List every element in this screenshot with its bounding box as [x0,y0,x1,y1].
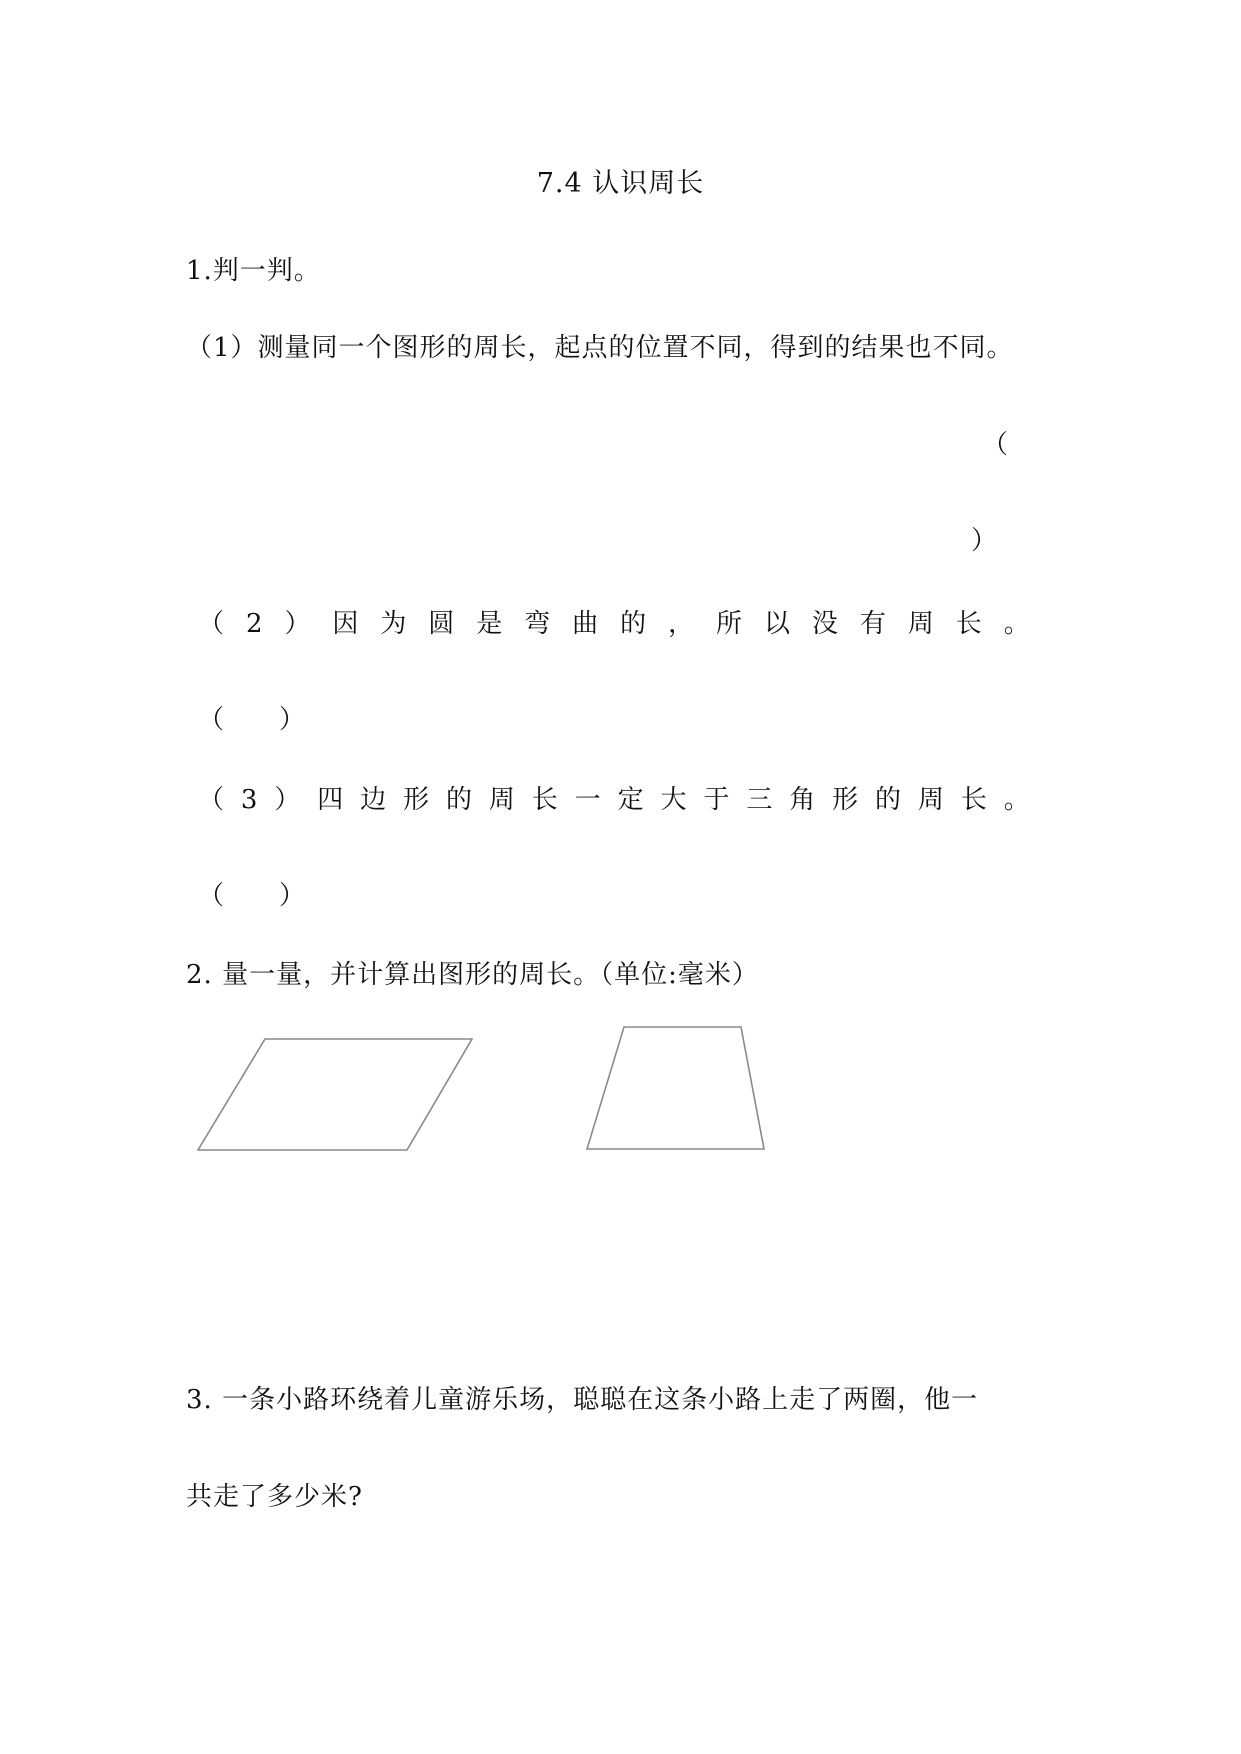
item-3-char: 形 [403,785,430,815]
item-3-char: 大 [660,785,687,815]
answer-blank-item-2[interactable]: （ ） [198,705,307,735]
item-2-char: 。 [1003,609,1030,639]
item-2-char: 因 [332,609,359,639]
question-3-line-2: 共走了多少米? [186,1482,363,1512]
item-3-char: 边 [360,785,387,815]
item-3-char: 周 [488,785,515,815]
item-2-char: 的 [620,609,647,639]
item-2-char: 曲 [572,609,599,639]
item-3-char: 角 [789,785,816,815]
item-2-char: 2 [245,609,263,639]
item-3-char: 的 [875,785,902,815]
question-3-line-1: 3. 一条小路环绕着儿童游乐场，聪聪在这条小路上走了两圈，他一 [186,1385,979,1415]
parallelogram-shape [198,1039,472,1150]
item-2-char: 周 [907,609,934,639]
item-2-char: 没 [811,609,838,639]
answer-blank-item-3[interactable]: （ ） [198,881,307,911]
item-3-char: 定 [617,785,644,815]
answer-paren-open: （ [982,430,1010,460]
item-3-char: 于 [703,785,730,815]
question-1-item-1: （1）测量同一个图形的周长，起点的位置不同，得到的结果也不同。 [186,333,1014,363]
question-2-heading: 2. 量一量，并计算出图形的周长。（单位:毫米） [186,960,759,990]
item-3-char: ） [274,785,301,815]
item-2-char: 长 [955,609,982,639]
item-3-char: 一 [574,785,601,815]
item-3-char: 四 [317,785,344,815]
item-3-char: 长 [531,785,558,815]
item-2-char: 弯 [524,609,551,639]
item-3-char: 长 [960,785,987,815]
item-3-char: 三 [746,785,773,815]
item-2-char: 为 [380,609,407,639]
trapezoid-shape [587,1027,764,1149]
item-3-char: （ [198,785,225,815]
question-1-heading: 1.判一判。 [186,256,321,286]
item-3-char: 。 [1003,785,1030,815]
answer-paren-close: ） [971,526,999,556]
item-3-char: 的 [445,785,472,815]
item-2-char: ， [668,609,695,639]
item-3-char: 周 [917,785,944,815]
item-2-char: （ [198,609,225,639]
item-3-char: 3 [240,785,258,815]
item-2-char: 是 [476,609,503,639]
item-2-char: 所 [716,609,743,639]
item-2-char: 圆 [428,609,455,639]
item-2-char: 以 [763,609,790,639]
item-2-char: ） [284,609,311,639]
item-2-char: 有 [859,609,886,639]
page-title: 7.4 认识周长 [536,168,705,199]
item-3-char: 形 [832,785,859,815]
